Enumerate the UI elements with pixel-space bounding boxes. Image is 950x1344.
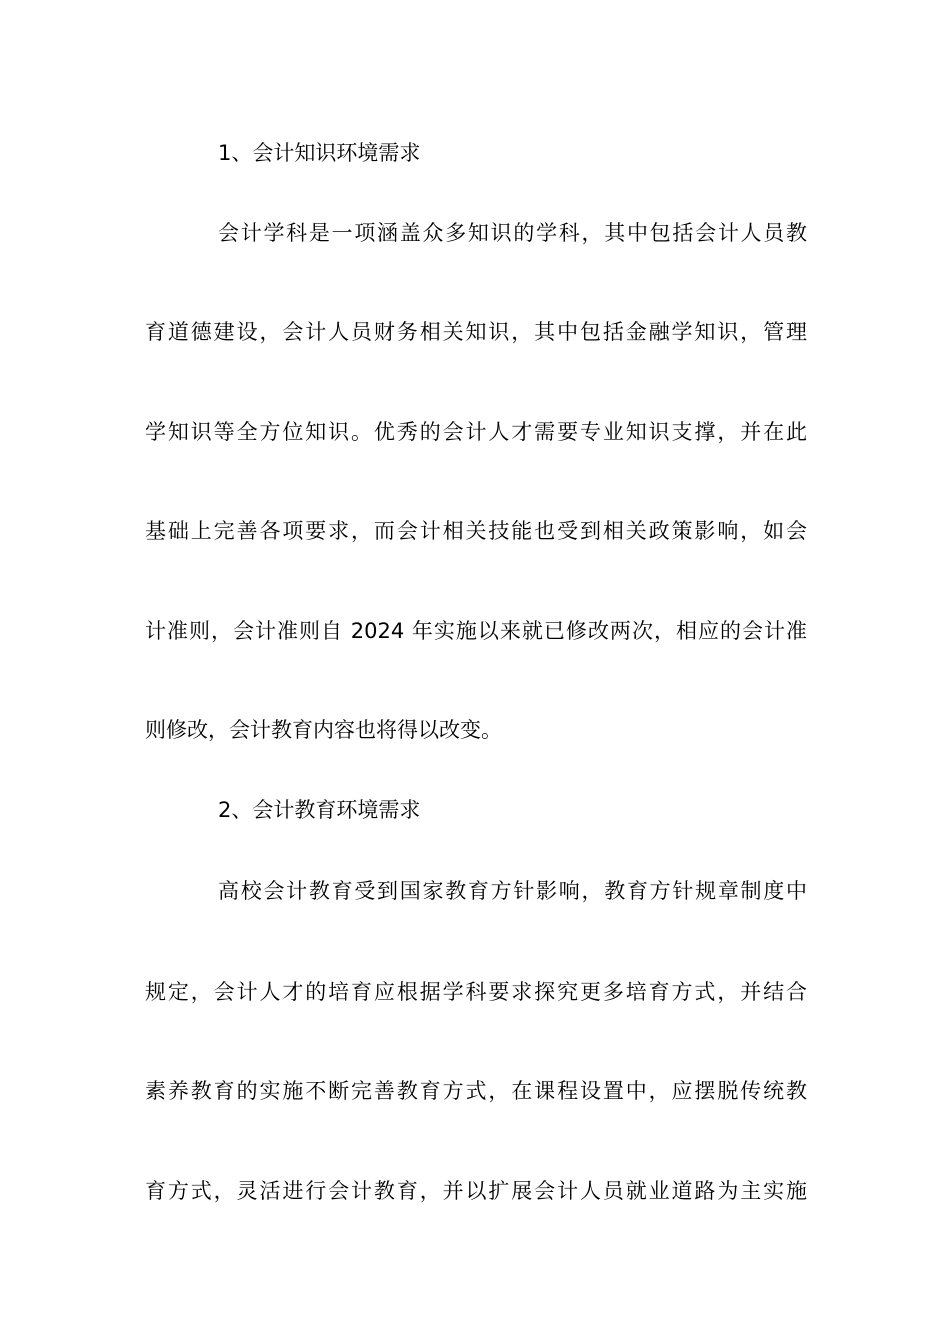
section-1-paragraph-line: 育道德建设，会计人员财务相关知识，其中包括金融学知识，管理 [145,320,807,344]
section-1-paragraph-line: 则修改，会计教育内容也将得以改变。 [145,718,502,742]
section-2-paragraph-line: 高校会计教育受到国家教育方针影响，教育方针规章制度中 [218,879,807,903]
section-2-paragraph-line: 育方式，灵活进行会计教育，并以扩展会计人员就业道路为主实施 [145,1179,807,1203]
section-1-paragraph-line: 会计学科是一项涵盖众多知识的学科，其中包括会计人员教 [218,221,807,245]
section-1-paragraph-line: 基础上完善各项要求，而会计相关技能也受到相关政策影响，如会 [145,519,807,543]
section-1-paragraph-line: 计准则，会计准则自 2024 年实施以来就已修改两次，相应的会计准 [145,619,807,643]
section-2-paragraph-line: 规定，会计人才的培育应根据学科要求探究更多培育方式，并结合 [145,980,807,1004]
section-2-paragraph-line: 素养教育的实施不断完善教育方式，在课程设置中，应摆脱传统教 [145,1079,807,1103]
section-1-paragraph-line: 学知识等全方位知识。优秀的会计人才需要专业知识支撑，并在此 [145,420,807,444]
section-2-heading: 2、会计教育环境需求 [218,798,421,822]
section-1-heading: 1、会计知识环境需求 [218,141,421,165]
